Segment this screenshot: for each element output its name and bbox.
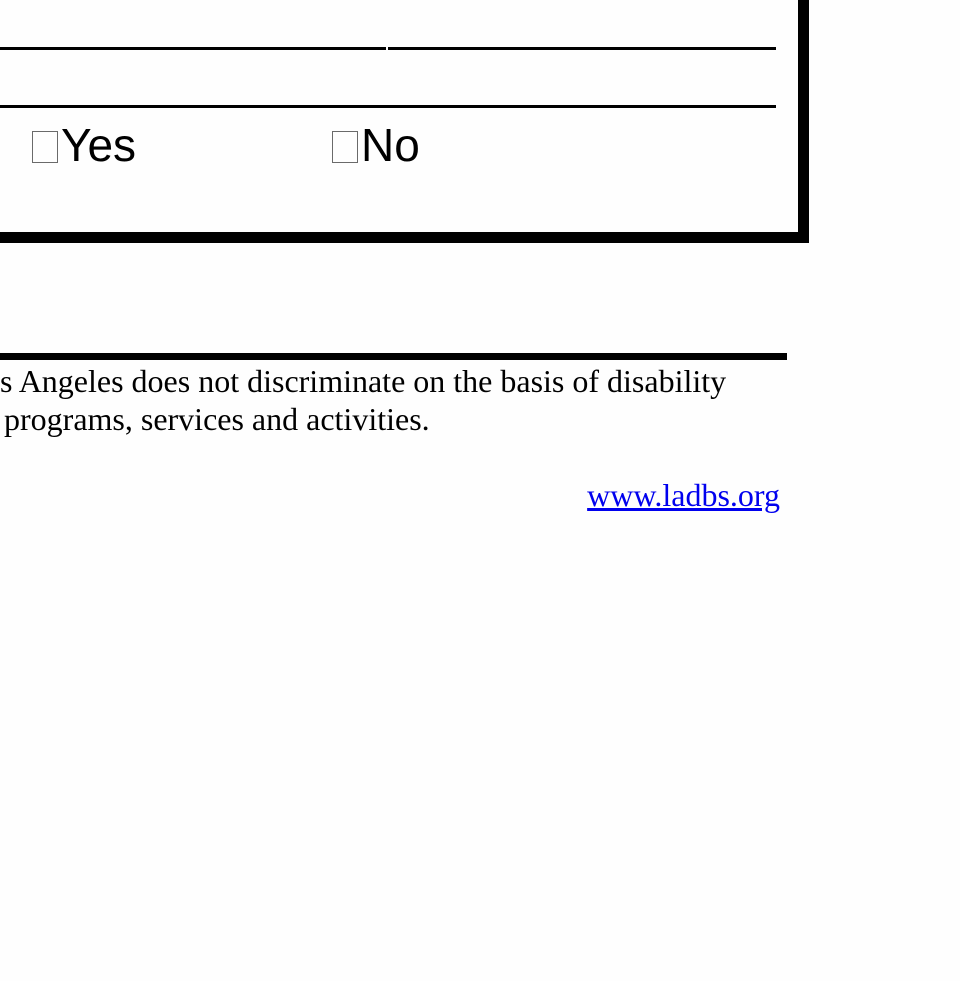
blank-line-1-right xyxy=(388,47,776,50)
footer-divider xyxy=(0,353,787,360)
notice-line-2: programs, services and activities. xyxy=(4,401,430,437)
notice-line-1: s Angeles does not discriminate on the basis of disability xyxy=(0,363,727,399)
blank-line-1-left xyxy=(0,47,386,50)
no-checkbox[interactable] xyxy=(332,131,358,163)
no-option[interactable] xyxy=(332,118,420,172)
no-label: No xyxy=(361,119,420,171)
yes-option[interactable] xyxy=(32,118,136,172)
yes-checkbox[interactable] xyxy=(32,131,58,163)
website-link[interactable]: www.ladbs.org xyxy=(587,477,780,513)
yes-label: Yes xyxy=(61,119,137,171)
blank-line-2 xyxy=(0,105,776,108)
nondiscrimination-notice xyxy=(0,362,800,438)
